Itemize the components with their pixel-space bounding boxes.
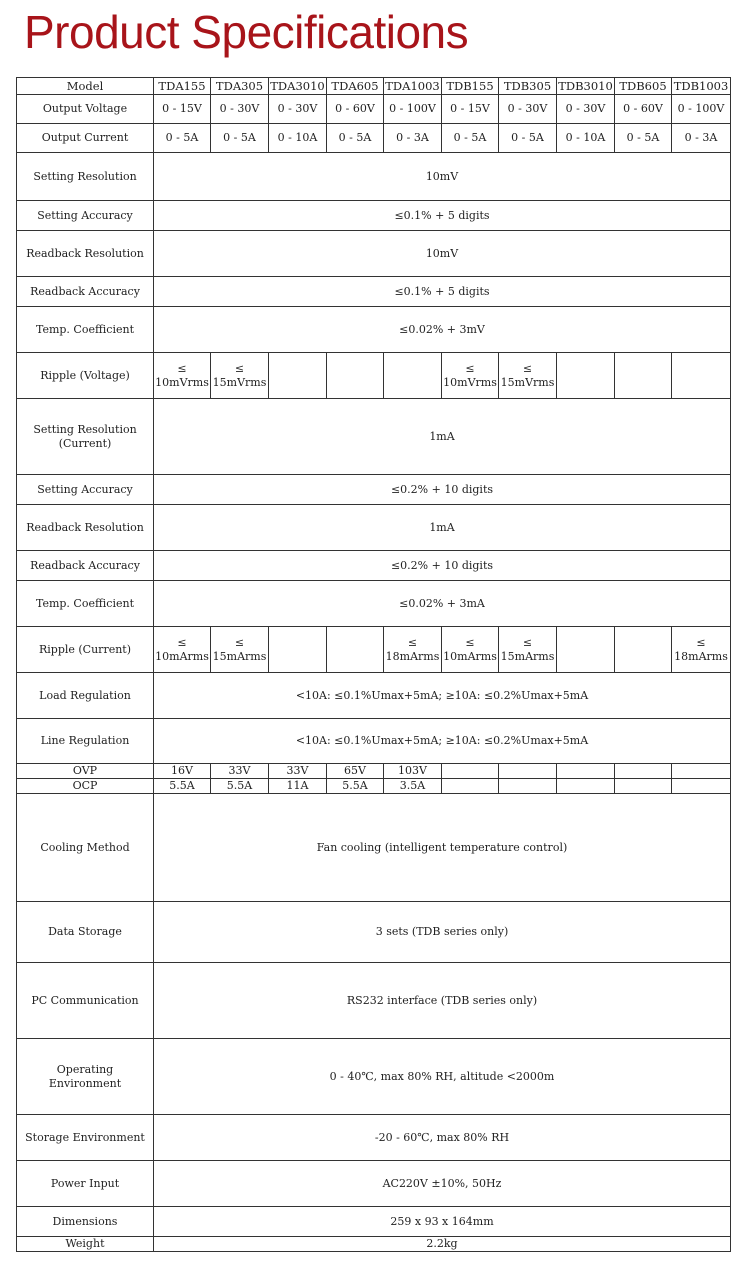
temp-coefficient-current-row: [17, 581, 731, 627]
less-equal-symbol: ≤: [696, 635, 706, 649]
output-current-value: 0 - 5A: [442, 124, 499, 153]
output-current-value: 0 - 5A: [615, 124, 672, 153]
model-header: Model: [17, 78, 154, 95]
ripple-current-value: [154, 627, 211, 673]
weight-label: Weight: [17, 1237, 154, 1252]
power-input-row: [17, 1161, 731, 1207]
ripple-voltage-value: [327, 353, 384, 399]
cooling-method-row: [17, 794, 731, 902]
pc-communication-label: PC Communication: [17, 963, 154, 1039]
output-voltage-label: Output Voltage: [17, 95, 154, 124]
output-current-value: 0 - 5A: [327, 124, 384, 153]
output-current-value: 0 - 10A: [557, 124, 615, 153]
ripple-value-text: 10mVrms: [443, 375, 497, 389]
setting-resolution-current-row: [17, 399, 731, 475]
line-regulation-label: Line Regulation: [17, 719, 154, 764]
model-name: TDA155: [154, 78, 211, 95]
setting-resolution-voltage-row: [17, 153, 731, 201]
output-voltage-value: 0 - 15V: [442, 95, 499, 124]
ovp-value: 33V: [211, 764, 269, 779]
ripple-value-text: 15mArms: [212, 649, 267, 663]
spec-table-body: [17, 78, 731, 1252]
ovp-value: 103V: [384, 764, 442, 779]
load-regulation-label: Load Regulation: [17, 673, 154, 719]
output-current-value: 0 - 5A: [211, 124, 269, 153]
setting-accuracy-current-value: ≤0.2% + 10 digits: [154, 475, 731, 505]
storage-environment-value: -20 - 60℃, max 80% RH: [154, 1115, 731, 1161]
ripple-current-value: [269, 627, 327, 673]
output-voltage-value: 0 - 30V: [557, 95, 615, 124]
storage-environment-label: Storage Environment: [17, 1115, 154, 1161]
setting-resolution-current-label-line1: Setting Resolution: [33, 422, 137, 436]
temp-coefficient-voltage-label: Temp. Coefficient: [17, 307, 154, 353]
readback-resolution-current-label: Readback Resolution: [17, 505, 154, 551]
data-storage-label: Data Storage: [17, 902, 154, 963]
data-storage-value: 3 sets (TDB series only): [154, 902, 731, 963]
temp-coefficient-voltage-row: [17, 307, 731, 353]
output-current-value: 0 - 10A: [269, 124, 327, 153]
operating-environment-label: [17, 1039, 154, 1115]
ocp-value: [615, 779, 672, 794]
readback-accuracy-current-row: [17, 551, 731, 581]
power-input-label: Power Input: [17, 1161, 154, 1207]
ocp-value: [672, 779, 731, 794]
output-voltage-value: 0 - 60V: [615, 95, 672, 124]
ripple-value-text: 15mArms: [500, 649, 555, 663]
readback-resolution-voltage-label: Readback Resolution: [17, 231, 154, 277]
ripple-voltage-value: [557, 353, 615, 399]
ocp-value: [442, 779, 499, 794]
ocp-value: [557, 779, 615, 794]
ripple-voltage-value: [211, 353, 269, 399]
setting-resolution-current-value: 1mA: [154, 399, 731, 475]
output-voltage-value: 0 - 30V: [269, 95, 327, 124]
ripple-current-value: [442, 627, 499, 673]
ovp-value: [499, 764, 557, 779]
model-name: TDA3010: [270, 79, 325, 93]
operating-environment-value: 0 - 40℃, max 80% RH, altitude <2000m: [154, 1039, 731, 1115]
setting-resolution-current-label: [17, 399, 154, 475]
ripple-value-text: 15mVrms: [500, 375, 555, 389]
readback-resolution-voltage-row: [17, 231, 731, 277]
ripple-current-value: [211, 627, 269, 673]
output-voltage-value: 0 - 100V: [384, 95, 442, 124]
model-name: TDB305: [499, 78, 557, 95]
ripple-voltage-label: Ripple (Voltage): [17, 353, 154, 399]
less-equal-symbol: ≤: [522, 635, 533, 649]
ripple-voltage-value: [442, 353, 499, 399]
model-name: TDA605: [327, 78, 384, 95]
output-current-label: Output Current: [17, 124, 154, 153]
ovp-label: OVP: [17, 764, 154, 779]
operating-environment-label-line2: Environment: [48, 1076, 122, 1090]
ocp-value: 5.5A: [327, 779, 384, 794]
weight-value: 2.2kg: [154, 1237, 731, 1252]
readback-resolution-current-value: 1mA: [154, 505, 731, 551]
model-name: TDB155: [442, 78, 499, 95]
operating-environment-label-line1: Operating: [56, 1062, 114, 1076]
model-name: TDB3010: [558, 79, 613, 93]
ovp-value: [442, 764, 499, 779]
ripple-voltage-value: [154, 353, 211, 399]
ripple-voltage-value: [384, 353, 442, 399]
less-equal-symbol: ≤: [177, 635, 187, 649]
cooling-method-label: Cooling Method: [17, 794, 154, 902]
ripple-current-value: [327, 627, 384, 673]
ocp-row: [17, 779, 731, 794]
less-equal-symbol: ≤: [407, 635, 418, 649]
readback-accuracy-voltage-label: Readback Accuracy: [17, 277, 154, 307]
ripple-value-text: 10mArms: [443, 649, 497, 663]
load-regulation-row: [17, 673, 731, 719]
weight-row: [17, 1237, 731, 1252]
ripple-current-value: [615, 627, 672, 673]
ovp-value: [672, 764, 731, 779]
less-equal-symbol: ≤: [177, 361, 187, 375]
ripple-voltage-value: [672, 353, 731, 399]
ocp-label: OCP: [17, 779, 154, 794]
setting-resolution-voltage-value: 10mV: [154, 153, 731, 201]
ripple-value-text: 15mVrms: [212, 375, 267, 389]
ocp-value: 5.5A: [211, 779, 269, 794]
setting-accuracy-voltage-value: ≤0.1% + 5 digits: [154, 201, 731, 231]
ripple-current-row: [17, 627, 731, 673]
less-equal-symbol: ≤: [522, 361, 533, 375]
header-row: [17, 78, 731, 95]
dimensions-value: 259 x 93 x 164mm: [154, 1207, 731, 1237]
temp-coefficient-voltage-value: ≤0.02% + 3mV: [154, 307, 731, 353]
output-voltage-value: 0 - 30V: [211, 95, 269, 124]
cooling-method-value: Fan cooling (intelligent temperature control): [154, 794, 731, 902]
ripple-value-text: 18mArms: [674, 649, 728, 663]
line-regulation-row: [17, 719, 731, 764]
output-current-value: 0 - 5A: [499, 124, 557, 153]
setting-accuracy-voltage-row: [17, 201, 731, 231]
readback-accuracy-current-value: ≤0.2% + 10 digits: [154, 551, 731, 581]
setting-resolution-voltage-label: Setting Resolution: [17, 153, 154, 201]
ripple-voltage-row: [17, 353, 731, 399]
temp-coefficient-current-value: ≤0.02% + 3mA: [154, 581, 731, 627]
line-regulation-value: <10A: ≤0.1%Umax+5mA; ≥10A: ≤0.2%Umax+5mA: [154, 719, 731, 764]
output-voltage-value: 0 - 15V: [154, 95, 211, 124]
storage-environment-row: [17, 1115, 731, 1161]
setting-accuracy-current-label: Setting Accuracy: [17, 475, 154, 505]
ripple-value-text: 10mVrms: [155, 375, 209, 389]
less-equal-symbol: ≤: [234, 635, 245, 649]
ripple-current-value: [672, 627, 731, 673]
less-equal-symbol: ≤: [465, 635, 475, 649]
readback-resolution-voltage-value: 10mV: [154, 231, 731, 277]
output-voltage-value: 0 - 100V: [672, 95, 731, 124]
ripple-current-label: Ripple (Current): [17, 627, 154, 673]
spec-table: [16, 77, 731, 1252]
readback-accuracy-current-label: Readback Accuracy: [17, 551, 154, 581]
ocp-value: 3.5A: [384, 779, 442, 794]
ocp-value: 5.5A: [154, 779, 211, 794]
dimensions-label: Dimensions: [17, 1207, 154, 1237]
temp-coefficient-current-label: Temp. Coefficient: [17, 581, 154, 627]
output-voltage-value: 0 - 60V: [327, 95, 384, 124]
less-equal-symbol: ≤: [465, 361, 475, 375]
pc-communication-value: RS232 interface (TDB series only): [154, 963, 731, 1039]
readback-resolution-current-row: [17, 505, 731, 551]
output-current-value: 0 - 3A: [672, 124, 731, 153]
ripple-voltage-value: [615, 353, 672, 399]
model-name: TDB1003: [672, 78, 731, 95]
output-current-value: 0 - 5A: [154, 124, 211, 153]
ovp-value: [615, 764, 672, 779]
page-title: Product Specifications: [24, 6, 469, 58]
output-current-value: 0 - 3A: [384, 124, 442, 153]
ocp-value: [499, 779, 557, 794]
pc-communication-row: [17, 963, 731, 1039]
dimensions-row: [17, 1207, 731, 1237]
ripple-value-text: 10mArms: [155, 649, 209, 663]
ovp-value: 65V: [327, 764, 384, 779]
power-input-value: AC220V ±10%, 50Hz: [154, 1161, 731, 1207]
ripple-current-value: [499, 627, 557, 673]
output-voltage-value: 0 - 30V: [499, 95, 557, 124]
ovp-value: 16V: [154, 764, 211, 779]
model-name: TDB605: [615, 78, 672, 95]
ovp-row: [17, 764, 731, 779]
model-name: TDA305: [211, 78, 269, 95]
operating-environment-row: [17, 1039, 731, 1115]
ovp-value: 33V: [269, 764, 327, 779]
readback-accuracy-voltage-value: ≤0.1% + 5 digits: [154, 277, 731, 307]
ripple-current-value: [384, 627, 442, 673]
ripple-value-text: 18mArms: [385, 649, 440, 663]
ripple-voltage-value: [499, 353, 557, 399]
setting-resolution-current-label-line2: (Current): [58, 436, 112, 450]
load-regulation-value: <10A: ≤0.1%Umax+5mA; ≥10A: ≤0.2%Umax+5mA: [154, 673, 731, 719]
setting-accuracy-voltage-label: Setting Accuracy: [17, 201, 154, 231]
less-equal-symbol: ≤: [234, 361, 245, 375]
output-current-row: [17, 124, 731, 153]
data-storage-row: [17, 902, 731, 963]
ripple-voltage-value: [269, 353, 327, 399]
ripple-current-value: [557, 627, 615, 673]
ovp-value: [557, 764, 615, 779]
ocp-value: 11A: [269, 779, 327, 794]
model-name: TDA1003: [385, 79, 440, 93]
readback-accuracy-voltage-row: [17, 277, 731, 307]
setting-accuracy-current-row: [17, 475, 731, 505]
output-voltage-row: [17, 95, 731, 124]
